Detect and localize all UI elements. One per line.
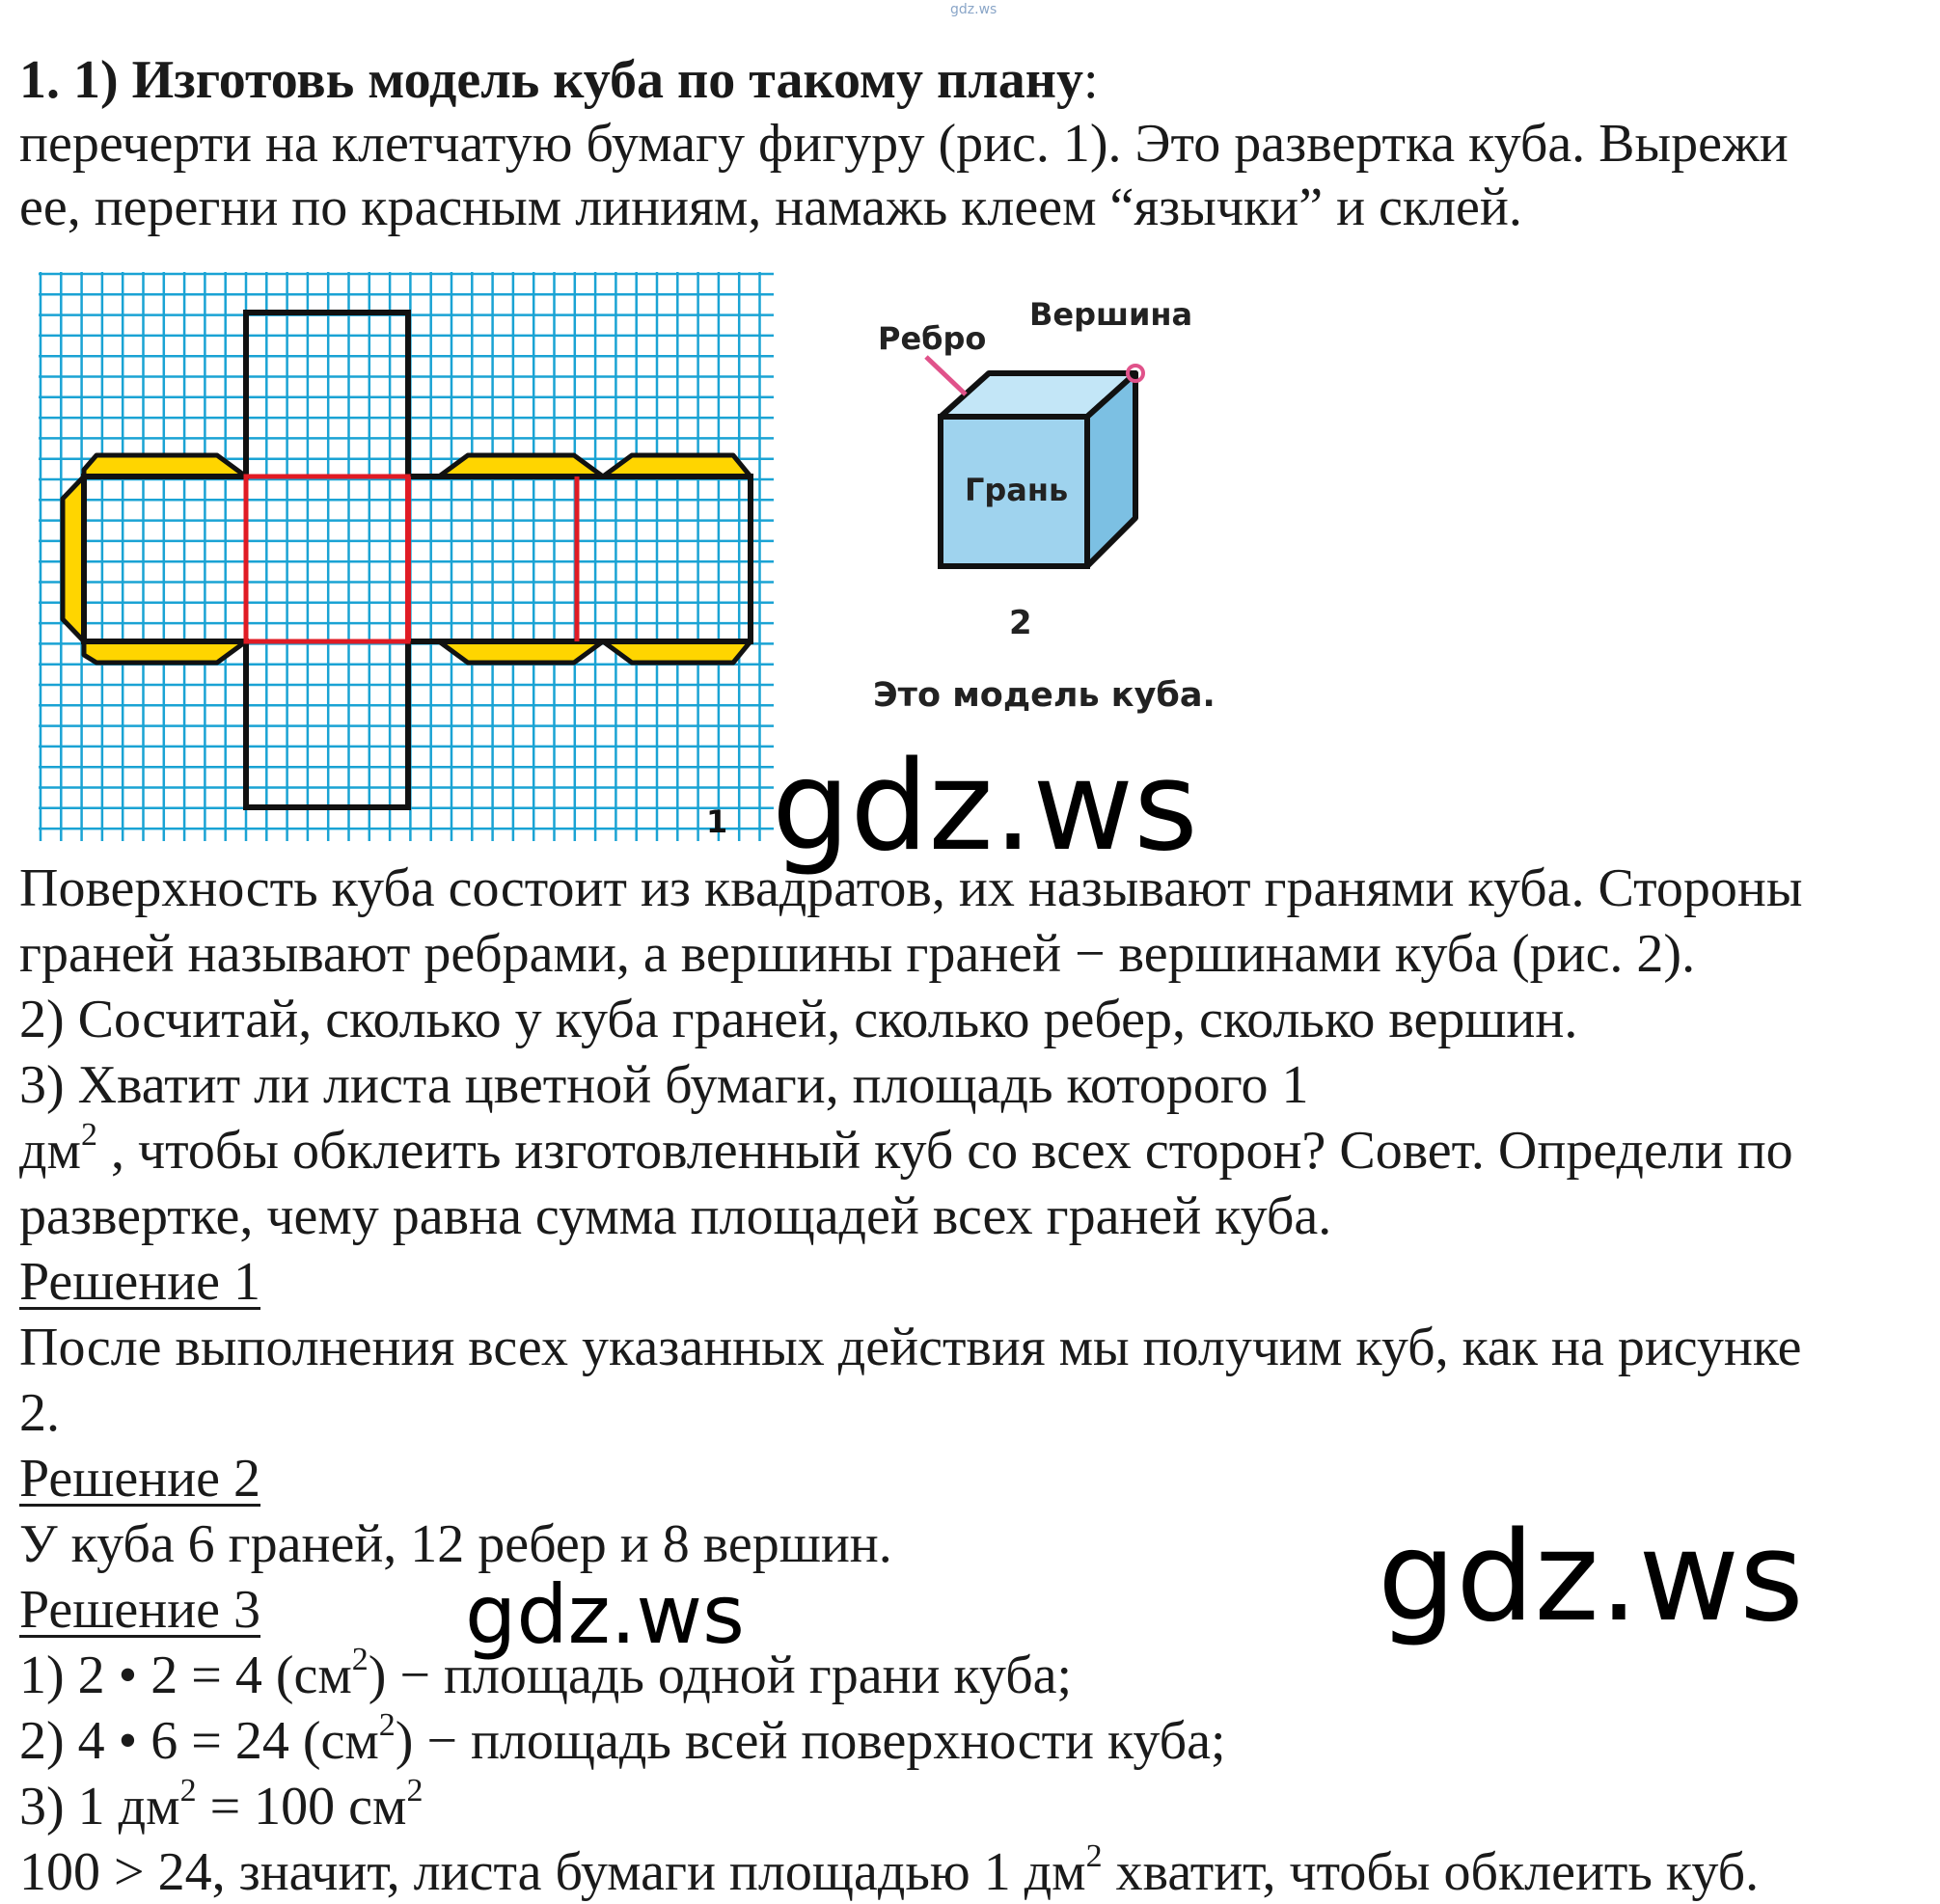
body-line — [19, 1119, 1793, 1183]
body-line: 3) Хватит ли листа цветной бумаги, площадь которого 1 — [19, 1055, 1309, 1115]
glue-tab — [439, 641, 603, 663]
figure-2-caption: Это модель куба. — [873, 676, 1216, 715]
glue-tab — [439, 455, 603, 476]
solution-2-heading: Решение 2 — [19, 1449, 261, 1509]
vertex-label: Вершина — [1029, 296, 1193, 333]
watermark: gdz.ws — [772, 735, 1198, 879]
top-watermark: gdz.ws — [950, 2, 997, 17]
exponent: 2 — [406, 1773, 424, 1809]
calc-text: 100 > 24, значит, листа бумаги площадью 1 дм — [19, 1842, 1086, 1902]
calc-text: 2) 4 • 6 = 24 (см — [19, 1711, 379, 1771]
exponent: 2 — [179, 1773, 197, 1809]
exponent: 2 — [80, 1117, 97, 1153]
task-title-line — [19, 48, 1099, 112]
solution-2-text: У куба 6 граней, 12 ребер и 8 вершин. — [19, 1514, 892, 1574]
glue-tab — [63, 476, 84, 641]
unit-dm: дм — [19, 1121, 81, 1181]
figure-1-label: 1 — [706, 803, 728, 840]
body-line: граней называют ребрами, а вершины граней − вершинами куба (рис. 2). — [19, 924, 1696, 984]
glue-tab — [603, 455, 751, 476]
solution-1-line: После выполнения всех указанных действия мы получим куб, как на рисунке — [19, 1318, 1802, 1377]
solution-3-line — [19, 1775, 423, 1838]
calc-text: 3) 1 дм — [19, 1777, 180, 1836]
calc-text: ) − площадь всей поверхности куба; — [395, 1711, 1226, 1771]
task-title: Изготовь модель куба по такому плану — [131, 50, 1083, 110]
exponent: 2 — [1085, 1838, 1103, 1874]
task-title-colon: : — [1083, 50, 1099, 110]
figure-2-cube — [849, 272, 1254, 725]
edge-pointer — [926, 357, 966, 394]
intro-line: ее, перегни по красным линиям, намажь клеем “язычки” и склей. — [19, 177, 1522, 237]
calc-text: = 100 см — [196, 1777, 407, 1836]
glue-tab — [84, 455, 246, 476]
solution-1-line: 2. — [19, 1383, 60, 1443]
body-line: 2) Сосчитай, сколько у куба граней, сколько ребер, сколько вершин. — [19, 990, 1578, 1049]
solution-3-line — [19, 1840, 1759, 1904]
body-text: , чтобы обклеить изготовленный куб со всех сторон? Совет. Определи по — [96, 1121, 1793, 1181]
body-line: развертке, чему равна сумма площадей всех граней куба. — [19, 1186, 1332, 1246]
calc-text: ) − площадь одной грани куба; — [368, 1646, 1073, 1705]
glue-tab — [84, 641, 246, 663]
solution-3-line — [19, 1709, 1226, 1773]
calc-text: хватит, чтобы обклеить куб. — [1102, 1842, 1760, 1902]
glue-tab — [603, 641, 751, 663]
watermark: gdz.ws — [465, 1567, 745, 1662]
figure-2-number: 2 — [1009, 604, 1032, 642]
body-line: Поверхность куба состоит из квадратов, их называют гранями куба. Стороны — [19, 858, 1803, 918]
intro-line: перечерти на клетчатую бумагу фигуру (рис. 1). Это развертка куба. Вырежи — [19, 114, 1789, 174]
task-number: 1. 1) — [19, 50, 119, 110]
exponent: 2 — [378, 1707, 396, 1743]
exponent: 2 — [351, 1642, 369, 1677]
solution-1-heading: Решение 1 — [19, 1252, 261, 1312]
watermark: gdz.ws — [1378, 1506, 1804, 1649]
edge-label: Ребро — [878, 320, 987, 357]
calc-text: 1) 2 • 2 = 4 (см — [19, 1646, 352, 1705]
figure-1-cube-net — [39, 272, 783, 847]
solution-3-heading: Решение 3 — [19, 1580, 261, 1640]
face-label: Грань — [965, 472, 1069, 508]
